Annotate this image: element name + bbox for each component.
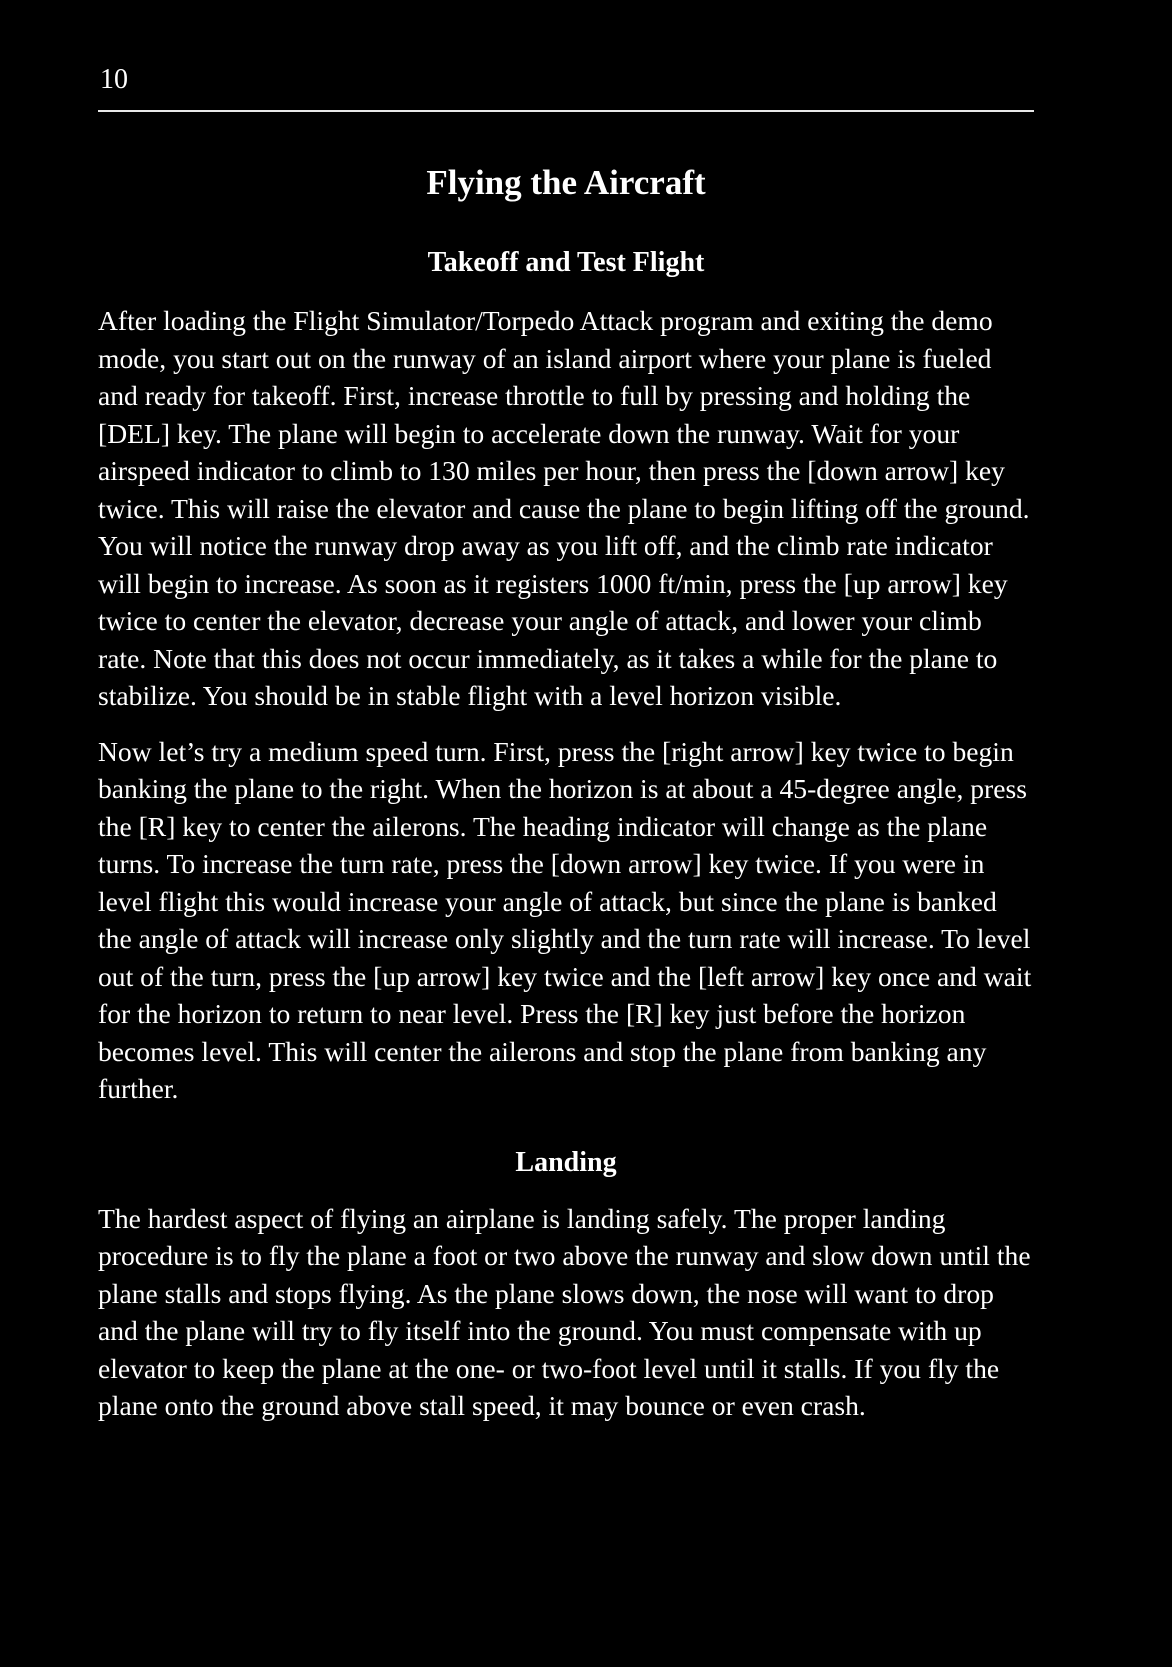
page-number: 10 bbox=[100, 64, 128, 95]
page-title: Flying the Aircraft bbox=[426, 163, 706, 202]
paragraph-takeoff: After loading the Flight Simulator/Torpedo Attack program and exiting the demo mode, you start out on the runway of an island airport where your plane is fueled and ready for takeoff. First, increase throttle to full by pressing and holding the [DEL] key. The plane will begin to accelerate down the runway. Wait for your airspeed indicator to climb to 130 miles per hour, then press the [down arrow] key twice. This will raise the elevator and cause the plane to begin lifting off the ground. You will notice the runway drop away as you lift off, and the climb rate indicator will begin to increase. As soon as it registers 1000 ft/min, press the [up arrow] key twice to center the elevator, decrease your angle of attack, and lower your climb rate. Note that this does not occur immediately, as it takes a while for the plane to stabilize. You should be in stable flight with a level horizon visible. bbox=[98, 305, 1030, 711]
paragraph-landing: The hardest aspect of flying an airplane is landing safely. The proper landing procedure is to fly the plane a foot or two above the runway and slow down until the plane stalls and stops flying. As the plane slows down, the nose will want to drop and the plane will try to fly itself into the ground. You must compensate with up elevator to keep the plane at the one- or two-foot level until it stalls. If you fly the plane onto the ground above stall speed, it may bounce or even crash. bbox=[98, 1202, 1031, 1421]
document-page bbox=[98, 64, 1034, 1425]
section-heading-takeoff: Takeoff and Test Flight bbox=[427, 247, 705, 278]
header-rule bbox=[98, 110, 1034, 112]
section-heading-landing: Landing bbox=[515, 1146, 617, 1178]
paragraph-turn: Now let’s try a medium speed turn. First, press the [right arrow] key twice to begin banking the plane to the right. When the horizon is at about a 45-degree angle, press the [R] key to center the ailerons. The heading indicator will change as the plane turns. To increase the turn rate, press the [down arrow] key twice. If you were in level flight this would increase your angle of attack, but since the plane is banked the angle of attack will increase only slightly and the turn rate will increase. To level out of the turn, press the [up arrow] key twice and the [left arrow] key once and wait for the horizon to return to near level. Press the [R] key just before the horizon becomes level. This will center the ailerons and stop the plane from banking any further. bbox=[98, 735, 1032, 1104]
